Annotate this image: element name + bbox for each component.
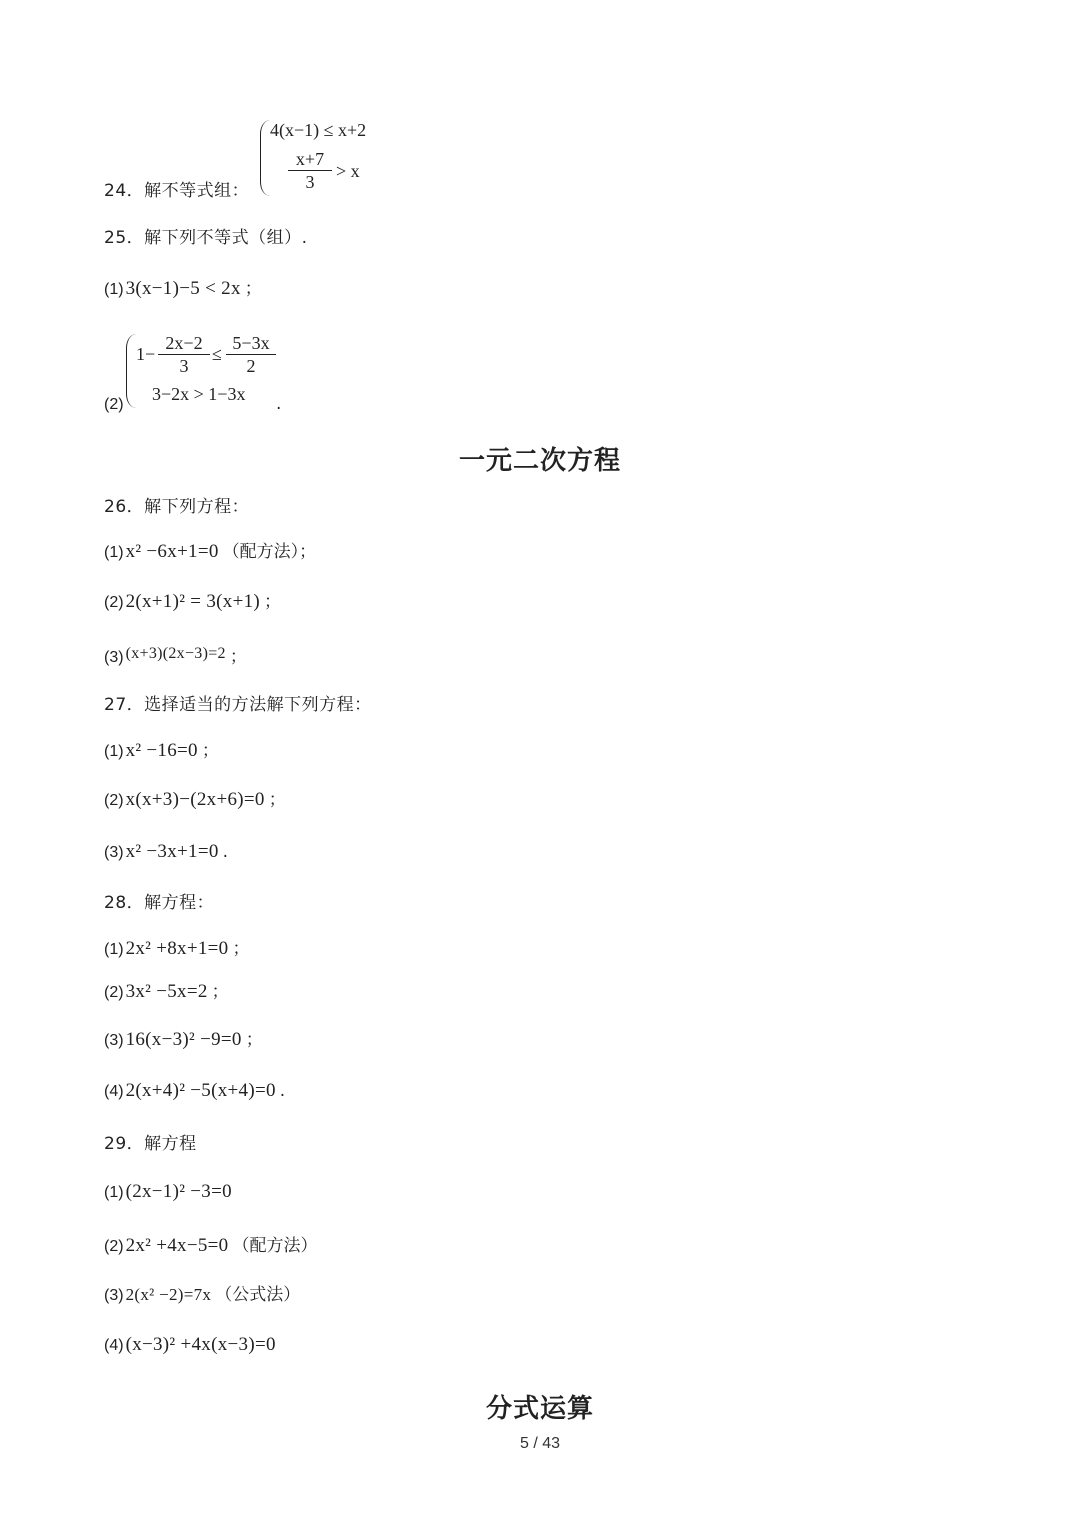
part-label: (3) <box>104 649 124 666</box>
part-note: （配方法） <box>232 1236 318 1256</box>
part-expression: 2x² +4x−5=0 <box>125 1235 229 1256</box>
part-label: (1) <box>104 743 124 760</box>
part-note: ； <box>268 790 286 810</box>
q25-end-mark: . <box>276 394 282 414</box>
q28-part-2 <box>104 977 229 1003</box>
part-note: （配方法）； <box>222 542 317 562</box>
question-26-label: 26．解下列方程： <box>104 497 250 517</box>
q25-inequality-2: 3−2x > 1−3x <box>152 384 246 404</box>
question-24-system <box>258 116 398 202</box>
q25-fraction-1 <box>158 332 210 377</box>
part-label: (2) <box>104 792 124 809</box>
q26-part-2 <box>104 587 281 613</box>
part-label: (1) <box>104 281 124 298</box>
question-29-label: 29．解方程 <box>104 1134 197 1154</box>
question-27-label: 27．选择适当的方法解下列方程： <box>104 695 372 715</box>
part-expression: x(x+3)−(2x+6)=0 <box>125 789 265 810</box>
q24-fraction-denominator: 3 <box>305 172 315 192</box>
q24-inequality-2-rel: > x <box>336 161 360 181</box>
q28-part-3 <box>104 1025 263 1051</box>
fraction-denominator: 2 <box>246 356 256 376</box>
part-label: (3) <box>104 1032 124 1049</box>
part-label: (2) <box>104 984 124 1001</box>
part-expression: (2x−1)² −3=0 <box>125 1181 232 1202</box>
section-heading-quadratic: 一元二次方程 <box>458 446 621 476</box>
part-expression: (x+3)(2x−3)=2 <box>125 645 226 662</box>
q25-part-1 <box>104 274 262 300</box>
q25-one-minus: 1− <box>136 344 156 364</box>
part-label: (3) <box>104 1287 124 1304</box>
part-note: ； <box>264 592 282 612</box>
part-expression: 2(x+4)² −5(x+4)=0 <box>125 1080 276 1101</box>
part-expression: 16(x−3)² −9=0 <box>125 1029 242 1050</box>
q27-part-1 <box>104 736 219 762</box>
part-note: . <box>279 1081 286 1101</box>
question-24-label: 24．解不等式组： <box>104 181 250 201</box>
part-note: ； <box>229 647 247 667</box>
fraction-numerator: 2x−2 <box>158 332 210 355</box>
q26-part-1 <box>104 537 316 563</box>
part-expression: 3(x−1)−5 < 2x <box>125 278 241 299</box>
part-label: (1) <box>104 1184 124 1201</box>
fraction-denominator: 3 <box>179 356 189 376</box>
part-note: （公式法） <box>215 1285 301 1305</box>
section-heading-fraction: 分式运算 <box>485 1394 594 1424</box>
part-label: (4) <box>104 1083 124 1100</box>
q29-part-1 <box>104 1181 236 1203</box>
part-expression: 3x² −5x=2 <box>125 981 208 1002</box>
part-label: (2) <box>104 1238 124 1255</box>
question-28-label: 28．解方程： <box>104 893 215 913</box>
part-expression: 2(x² −2)=7x <box>125 1285 212 1304</box>
part-expression: 2x² +8x+1=0 <box>125 938 229 959</box>
part-expression: x² −6x+1=0 <box>125 541 219 562</box>
q29-part-4 <box>104 1334 280 1356</box>
q29-part-2 <box>104 1231 317 1257</box>
part-label: (1) <box>104 941 124 958</box>
part-label: (2) <box>104 594 124 611</box>
q24-fraction <box>288 148 332 193</box>
part-expression: x² −16=0 <box>125 740 198 761</box>
part-note: . <box>222 842 229 862</box>
part-expression: 2(x+1)² = 3(x+1) <box>125 591 261 612</box>
q25-fraction-2 <box>226 332 276 377</box>
q25-part-2-system <box>124 330 294 416</box>
q27-part-2 <box>104 785 286 811</box>
question-25-label: 25．解下列不等式（组）. <box>104 228 308 248</box>
page-number: 5 / 43 <box>519 1435 561 1452</box>
part-note: ； <box>211 982 229 1002</box>
q28-part-4 <box>104 1080 285 1102</box>
part-note: ； <box>244 279 262 299</box>
part-label: (3) <box>104 844 124 861</box>
q26-part-3 <box>104 642 247 667</box>
q29-part-3 <box>104 1280 300 1305</box>
part-expression: (x−3)² +4x(x−3)=0 <box>125 1334 276 1355</box>
part-note: ； <box>201 741 219 761</box>
q28-part-1 <box>104 934 249 960</box>
part-note: ； <box>232 939 250 959</box>
q24-fraction-numerator: x+7 <box>288 148 332 171</box>
part-label: (4) <box>104 1337 124 1354</box>
part-label: (1) <box>104 544 124 561</box>
q25-le-sign: ≤ <box>212 344 222 364</box>
q25-part-2-label <box>104 394 124 414</box>
part-note: ； <box>245 1030 263 1050</box>
q24-inequality-1: 4(x−1) ≤ x+2 <box>270 120 367 140</box>
part-expression: x² −3x+1=0 <box>125 841 219 862</box>
q27-part-3 <box>104 841 228 863</box>
part-label: (2) <box>104 396 124 413</box>
fraction-numerator: 5−3x <box>226 332 276 355</box>
